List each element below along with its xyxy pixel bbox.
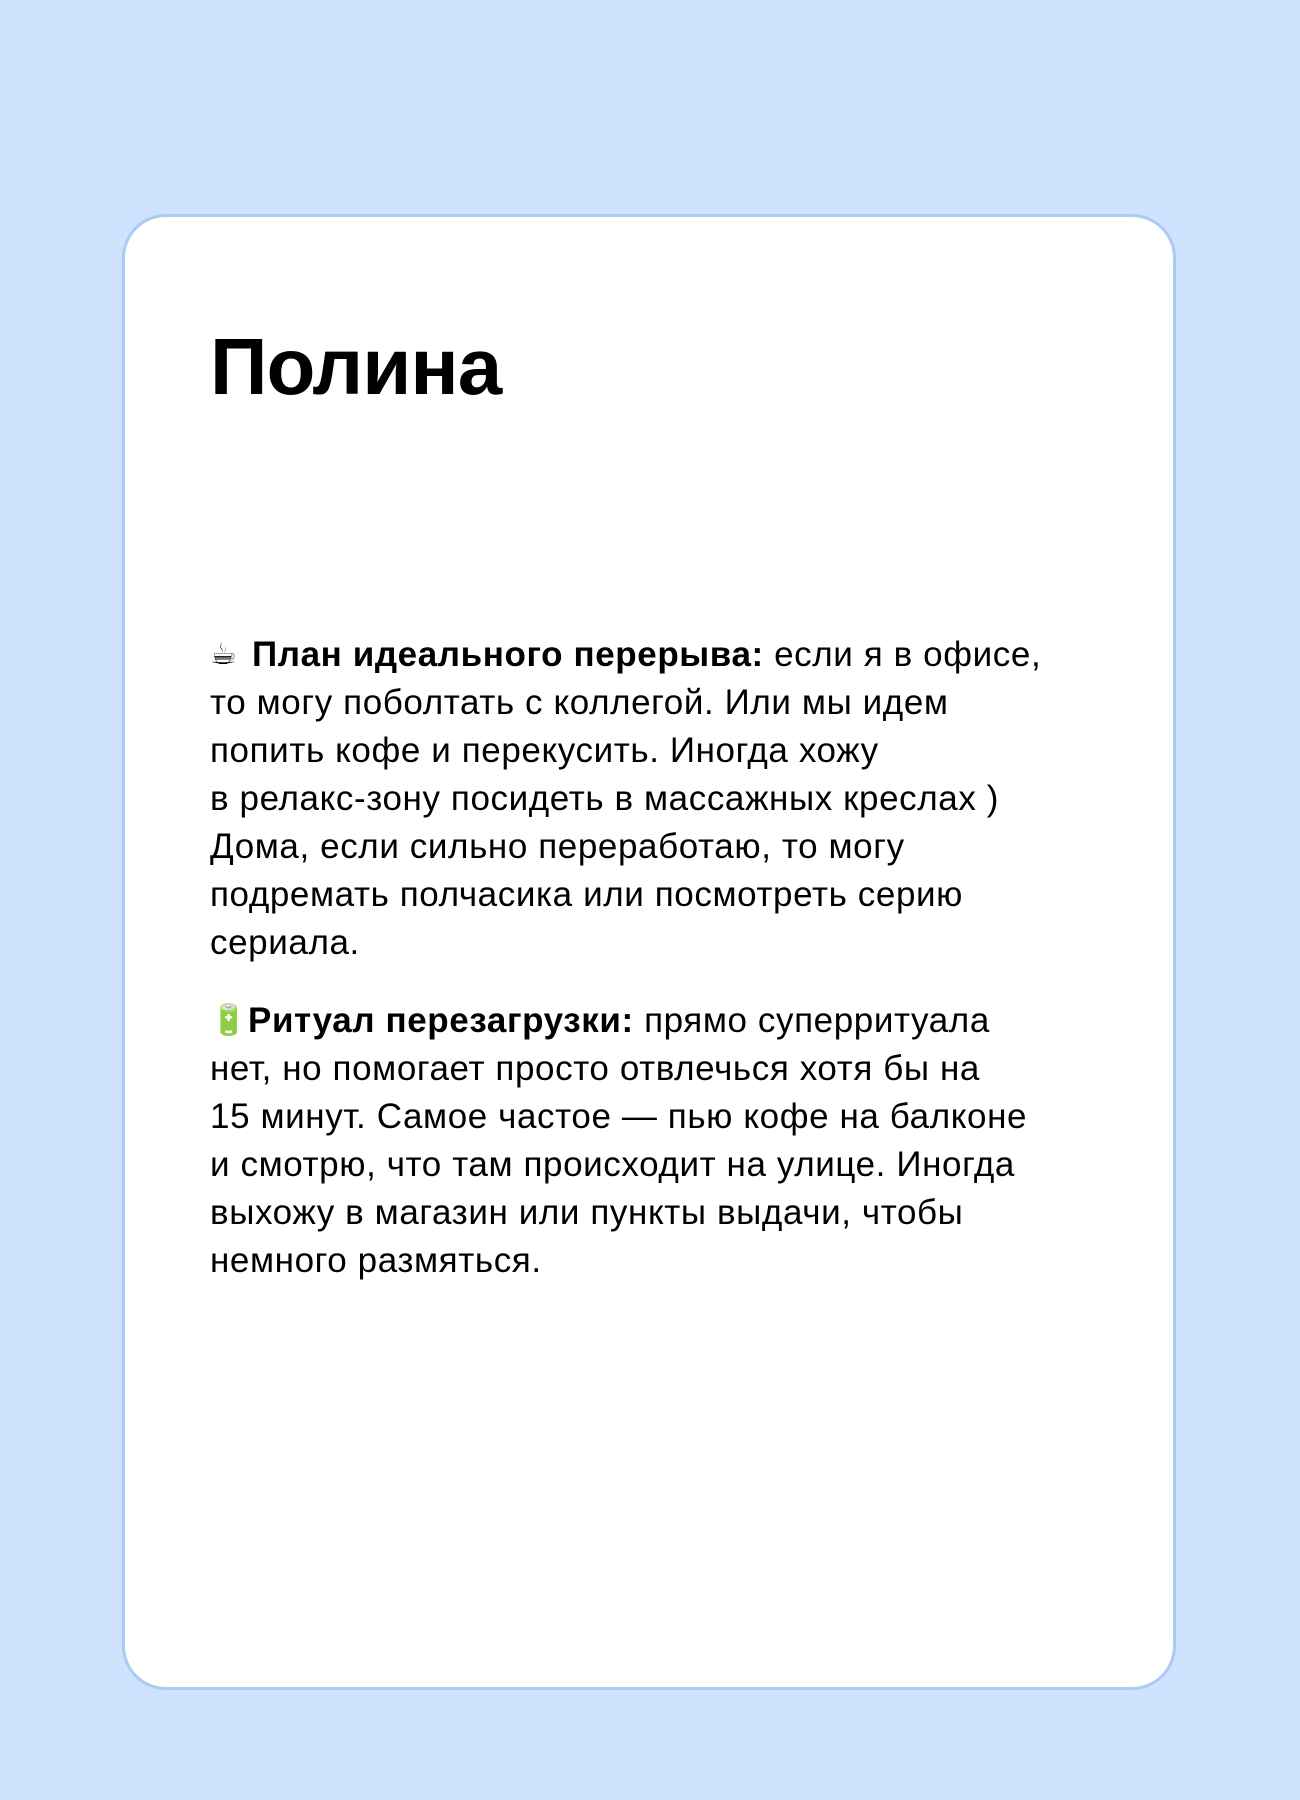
section-text-line: в релакс-зону посидеть в массажных креслах ) [210,779,1000,818]
section-text-line: то могу поболтать с коллегой. Или мы идем [210,683,949,722]
section-break-plan [210,631,1110,967]
section-text-line: выхожу в магазин или пункты выдачи, чтобы [210,1193,964,1232]
card-content [210,631,1110,1315]
section-text-line: Дома, если сильно переработаю, то могу [210,827,905,866]
hot-beverage-icon: ☕ [210,638,238,671]
section-reset-ritual [210,997,1110,1285]
battery-icon: 🔋 [210,1004,248,1037]
section-label: Ритуал перезагрузки: [248,1001,634,1040]
section-text-line: сериала. [210,923,360,962]
card-title: Полина [210,322,502,411]
section-text-line: подремать полчасика или посмотреть серию [210,875,964,914]
section-text-line: 15 минут. Самое частое — пью кофе на балконе [210,1097,1028,1136]
card [122,214,1176,1690]
section-text-line: и смотрю, что там происходит на улице. Иногда [210,1145,1015,1184]
section-text-line: нет, но помогает просто отвлечься хотя бы на [210,1049,980,1088]
section-text-line: если я в офисе, [763,635,1042,674]
section-text-line: немного размяться. [210,1241,542,1280]
section-text-line: попить кофе и перекусить. Иногда хожу [210,731,879,770]
section-label: План идеального перерыва: [252,635,764,674]
section-text-line: прямо суперритуала [633,1001,990,1040]
